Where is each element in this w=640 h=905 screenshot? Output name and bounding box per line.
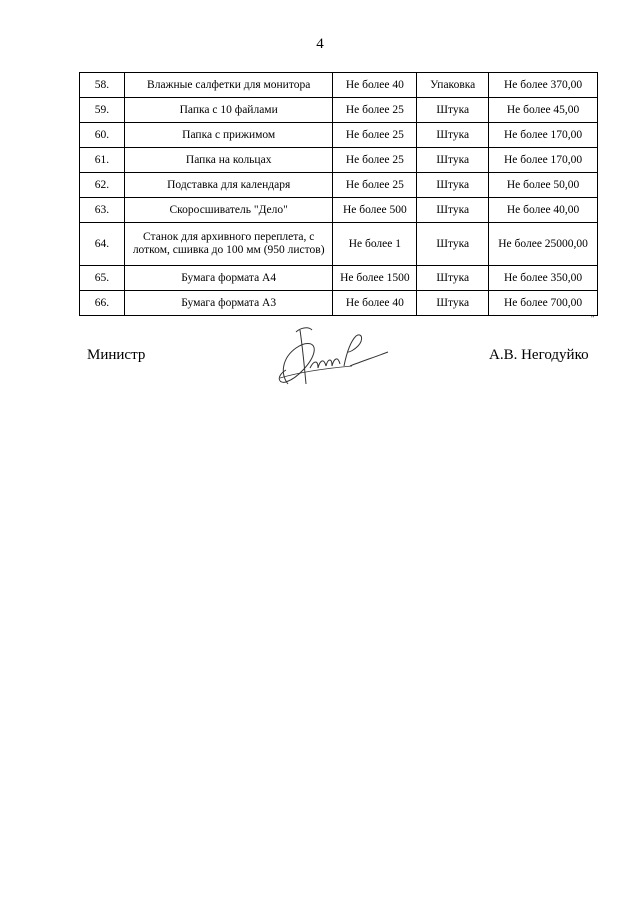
table-row [80, 291, 598, 316]
closing-quote-mark: " [591, 314, 595, 323]
row-number: 65. [80, 266, 125, 291]
item-quantity: Не более 25 [333, 98, 417, 123]
table-row [80, 223, 598, 266]
item-name: Папка на кольцах [124, 148, 333, 173]
item-price: Не более 170,00 [489, 148, 598, 173]
items-table [79, 72, 598, 316]
item-price: Не более 350,00 [489, 266, 598, 291]
row-number: 64. [80, 223, 125, 266]
item-quantity: Не более 25 [333, 148, 417, 173]
item-price: Не более 700,00 [489, 291, 598, 316]
item-unit: Штука [417, 198, 489, 223]
item-quantity: Не более 1 [333, 223, 417, 266]
signature-image [260, 322, 400, 392]
item-name: Бумага формата А3 [124, 291, 333, 316]
item-unit: Упаковка [417, 73, 489, 98]
item-name: Бумага формата А4 [124, 266, 333, 291]
signatory-name: А.В. Негодуйко [489, 347, 589, 363]
row-number: 60. [80, 123, 125, 148]
table-row [80, 148, 598, 173]
item-quantity: Не более 40 [333, 291, 417, 316]
item-price: Не более 25000,00 [489, 223, 598, 266]
item-name: Подставка для календаря [124, 173, 333, 198]
item-unit: Штука [417, 123, 489, 148]
item-unit: Штука [417, 223, 489, 266]
item-quantity: Не более 25 [333, 123, 417, 148]
row-number: 58. [80, 73, 125, 98]
item-name: Папка с 10 файлами [124, 98, 333, 123]
item-quantity: Не более 500 [333, 198, 417, 223]
table-row [80, 173, 598, 198]
item-price: Не более 45,00 [489, 98, 598, 123]
item-price: Не более 370,00 [489, 73, 598, 98]
table-row [80, 73, 598, 98]
table-row [80, 198, 598, 223]
row-number: 63. [80, 198, 125, 223]
item-price: Не более 40,00 [489, 198, 598, 223]
item-name: Папка с прижимом [124, 123, 333, 148]
item-name: Влажные салфетки для монитора [124, 73, 333, 98]
item-quantity: Не более 1500 [333, 266, 417, 291]
item-name: Станок для архивного переплета, с лотком, сшивка до 100 мм (950 листов) [124, 223, 333, 266]
item-unit: Штука [417, 98, 489, 123]
row-number: 66. [80, 291, 125, 316]
item-quantity: Не более 40 [333, 73, 417, 98]
item-name: Скоросшиватель "Дело" [124, 198, 333, 223]
row-number: 61. [80, 148, 125, 173]
page-number: 4 [316, 36, 324, 52]
table-row [80, 123, 598, 148]
item-unit: Штука [417, 291, 489, 316]
item-price: Не более 50,00 [489, 173, 598, 198]
signatory-title: Министр [87, 347, 146, 363]
item-price: Не более 170,00 [489, 123, 598, 148]
item-unit: Штука [417, 266, 489, 291]
row-number: 59. [80, 98, 125, 123]
table-row [80, 266, 598, 291]
item-unit: Штука [417, 173, 489, 198]
row-number: 62. [80, 173, 125, 198]
item-quantity: Не более 25 [333, 173, 417, 198]
table-row [80, 98, 598, 123]
item-unit: Штука [417, 148, 489, 173]
